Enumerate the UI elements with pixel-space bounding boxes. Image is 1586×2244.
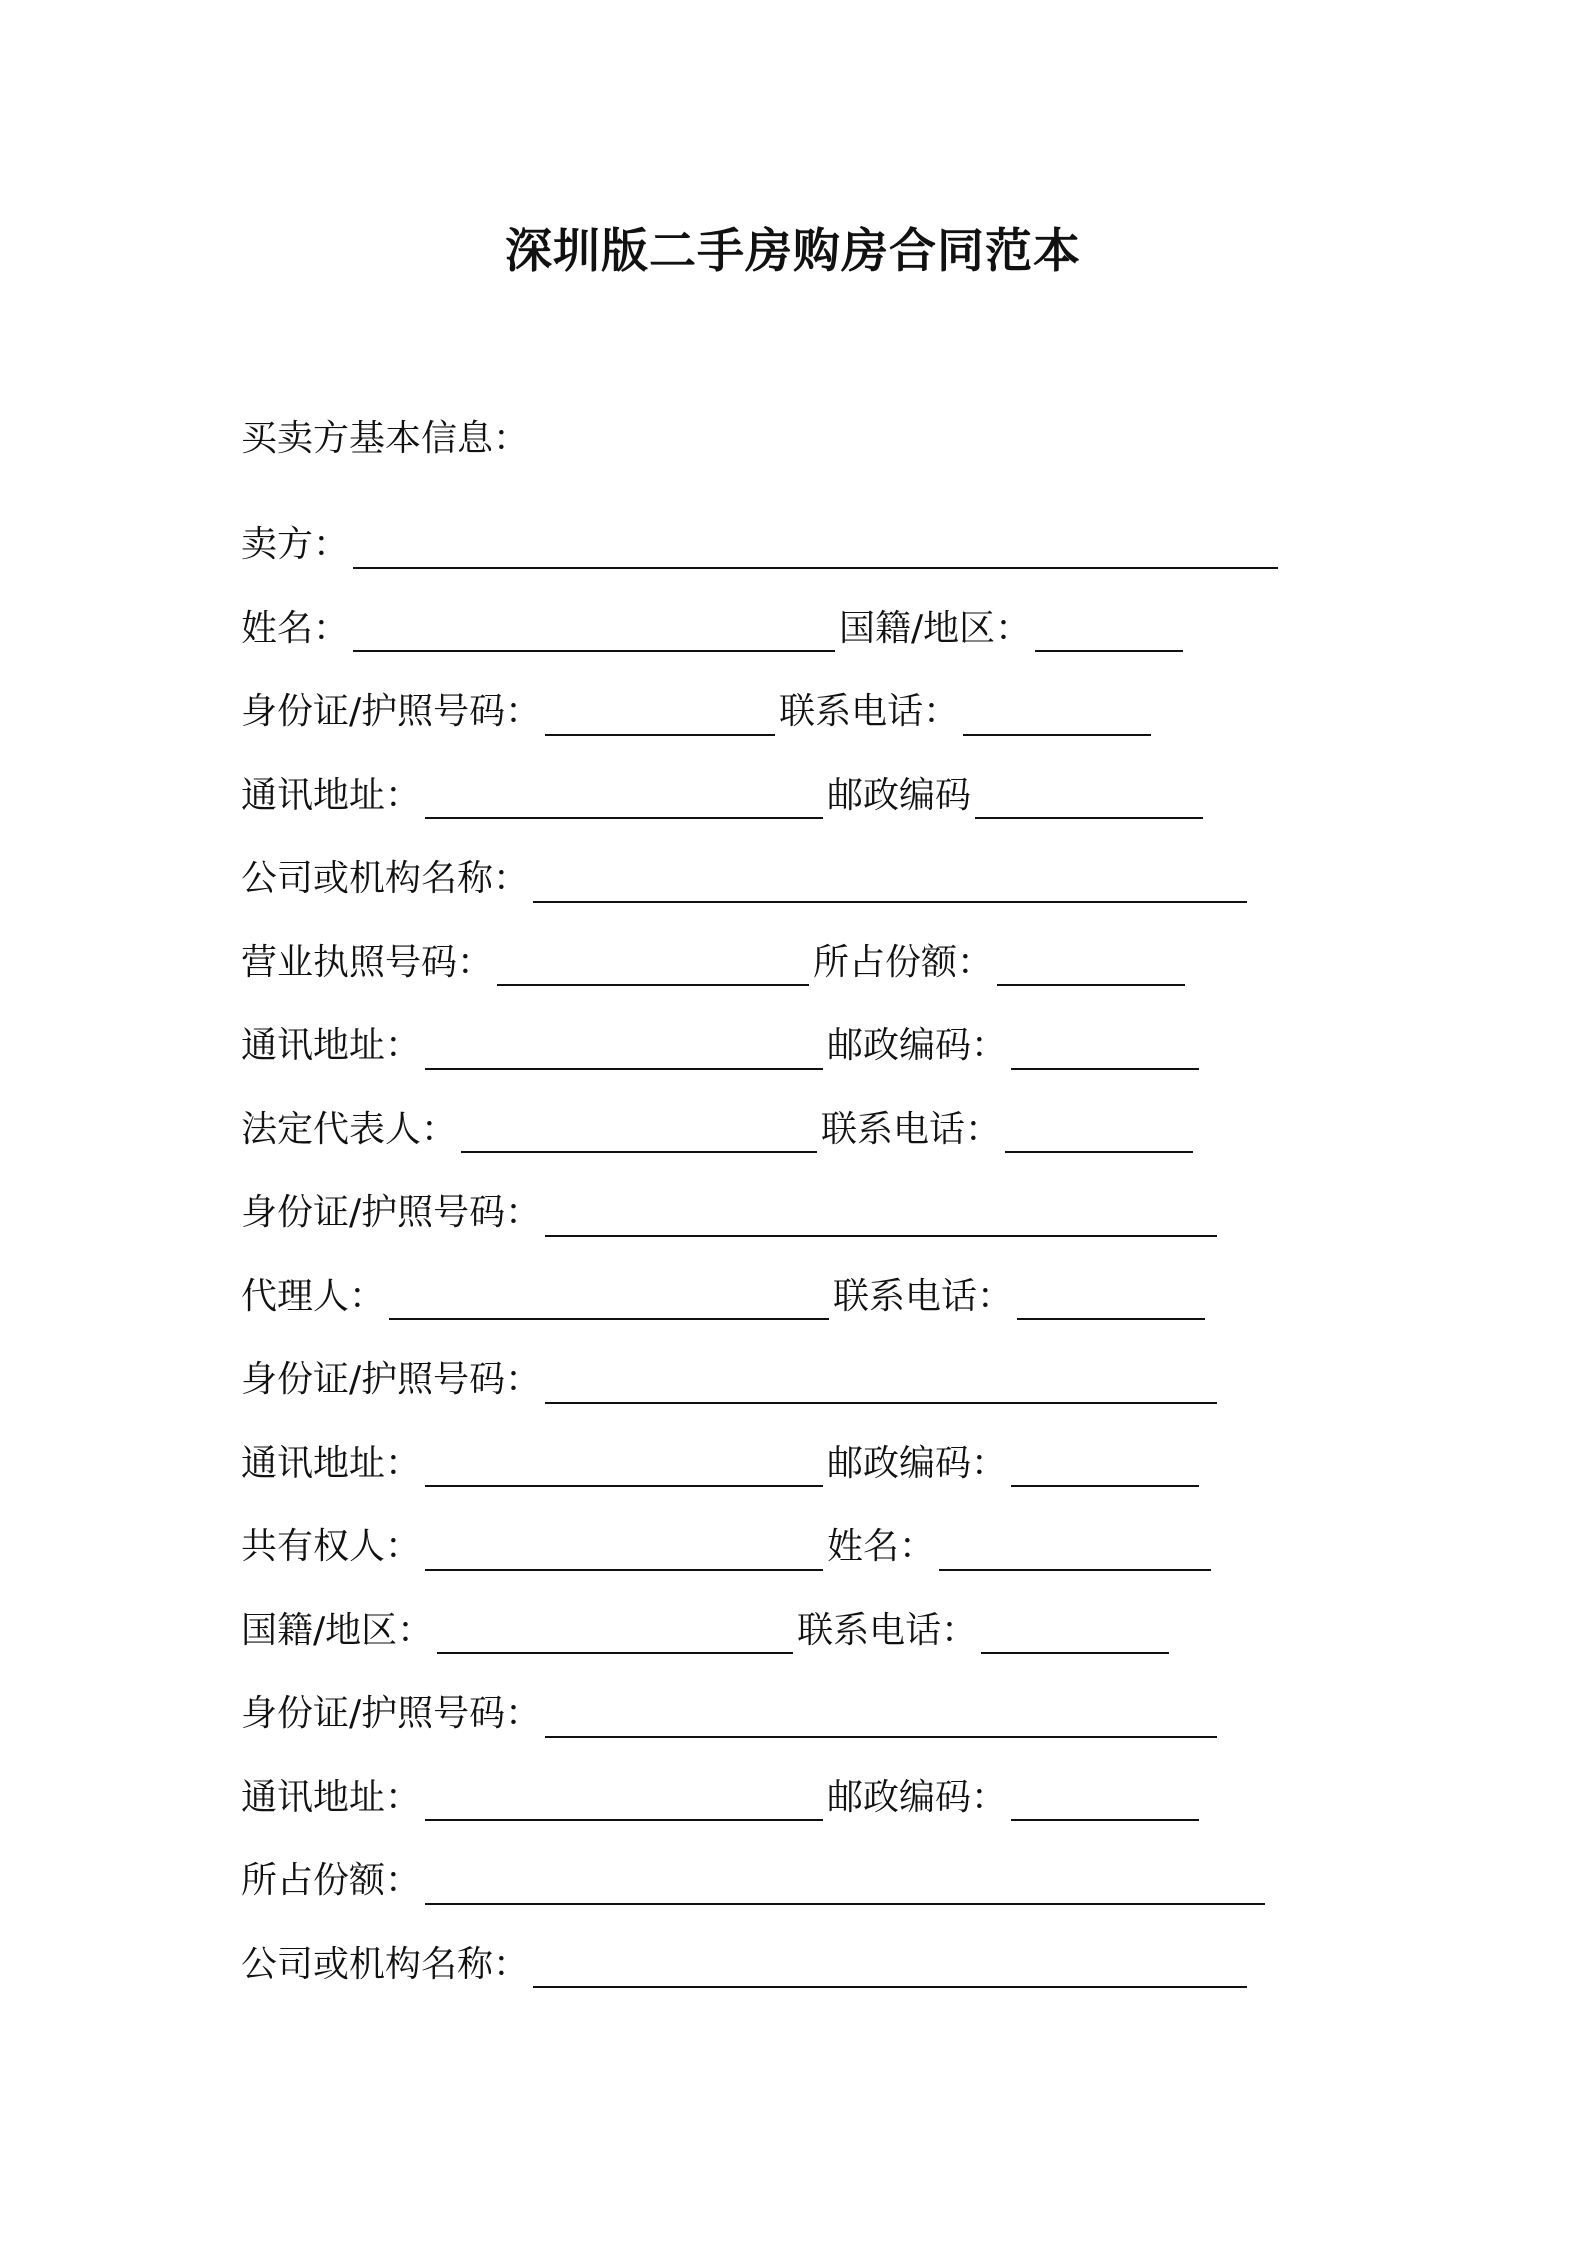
field-label: 联系电话： (797, 1609, 978, 1651)
form-row (241, 667, 1391, 751)
field-label: 通讯地址： (241, 1442, 422, 1484)
fill-in-blank[interactable] (353, 610, 835, 652)
fill-in-blank[interactable] (963, 694, 1151, 736)
fill-in-blank[interactable] (545, 1696, 1217, 1738)
field-label: 邮政编码： (827, 1025, 1008, 1067)
fill-in-blank[interactable] (425, 1529, 823, 1571)
fill-in-blank[interactable] (389, 1278, 829, 1320)
field-label: 联系电话： (779, 691, 960, 733)
fill-in-blank[interactable] (533, 861, 1247, 903)
field-label: 通讯地址： (241, 774, 422, 816)
field-label: 国籍/地区： (241, 1609, 434, 1651)
field-label: 公司或机构名称： (241, 1943, 530, 1985)
fill-in-blank[interactable] (975, 777, 1203, 819)
field-label: 身份证/护照号码： (241, 1359, 542, 1401)
field-label: 营业执照号码： (241, 941, 494, 983)
field-label: 身份证/护照号码： (241, 1192, 542, 1234)
fill-in-blank[interactable] (545, 694, 775, 736)
field-label: 公司或机构名称： (241, 858, 530, 900)
fill-in-blank[interactable] (425, 1779, 823, 1821)
fill-in-blank[interactable] (425, 777, 823, 819)
field-label: 法定代表人： (241, 1108, 458, 1150)
field-label: 邮政编码 (827, 774, 972, 816)
fill-in-blank[interactable] (461, 1111, 817, 1153)
field-label: 联系电话： (833, 1275, 1014, 1317)
fill-in-blank[interactable] (545, 1195, 1217, 1237)
fill-in-blank[interactable] (425, 1028, 823, 1070)
field-label: 共有权人： (241, 1526, 422, 1568)
field-label: 国籍/地区： (839, 607, 1032, 649)
form-row (241, 500, 1391, 584)
fill-in-blank[interactable] (545, 1362, 1217, 1404)
form-row (241, 1419, 1391, 1503)
field-label: 邮政编码： (827, 1776, 1008, 1818)
fill-in-blank[interactable] (981, 1612, 1169, 1654)
fill-in-blank[interactable] (939, 1529, 1211, 1571)
form-row (241, 1252, 1391, 1336)
form-row (241, 918, 1391, 1002)
field-label: 通讯地址： (241, 1776, 422, 1818)
form-row (241, 1085, 1391, 1169)
form-row (241, 834, 1391, 918)
fill-in-blank[interactable] (353, 527, 1278, 569)
fill-in-blank[interactable] (437, 1612, 793, 1654)
field-label: 联系电话： (821, 1108, 1002, 1150)
form-row (241, 1669, 1391, 1753)
fill-in-blank[interactable] (997, 944, 1185, 986)
form-row (241, 1836, 1391, 1920)
field-label: 所占份额： (813, 941, 994, 983)
document-title: 深圳版二手房购房合同范本 (505, 224, 1081, 279)
fill-in-blank[interactable] (425, 1445, 823, 1487)
field-label: 身份证/护照号码： (241, 1693, 542, 1735)
fill-in-blank[interactable] (1035, 610, 1183, 652)
form-row (241, 584, 1391, 668)
form-row (241, 1502, 1391, 1586)
field-label: 邮政编码： (827, 1442, 1008, 1484)
form-row (241, 1586, 1391, 1670)
form-row (241, 1920, 1391, 2004)
form-row (241, 1335, 1391, 1419)
fill-in-blank[interactable] (1011, 1445, 1199, 1487)
field-label: 通讯地址： (241, 1025, 422, 1067)
section-heading: 买卖方基本信息： (241, 418, 530, 459)
field-label: 卖方： (241, 524, 350, 566)
fill-in-blank[interactable] (497, 944, 809, 986)
field-label: 姓名： (241, 607, 350, 649)
fill-in-blank[interactable] (1005, 1111, 1193, 1153)
field-label: 代理人： (241, 1275, 386, 1317)
fill-in-blank[interactable] (1011, 1779, 1199, 1821)
field-label: 姓名： (827, 1526, 936, 1568)
fill-in-blank[interactable] (425, 1863, 1265, 1905)
fill-in-blank[interactable] (533, 1946, 1247, 1988)
field-label: 所占份额： (241, 1860, 422, 1902)
field-label: 身份证/护照号码： (241, 691, 542, 733)
fill-in-blank[interactable] (1011, 1028, 1199, 1070)
form-fields (241, 500, 1391, 2003)
form-row (241, 1001, 1391, 1085)
form-row (241, 1753, 1391, 1837)
fill-in-blank[interactable] (1017, 1278, 1205, 1320)
form-row (241, 1168, 1391, 1252)
form-row (241, 751, 1391, 835)
